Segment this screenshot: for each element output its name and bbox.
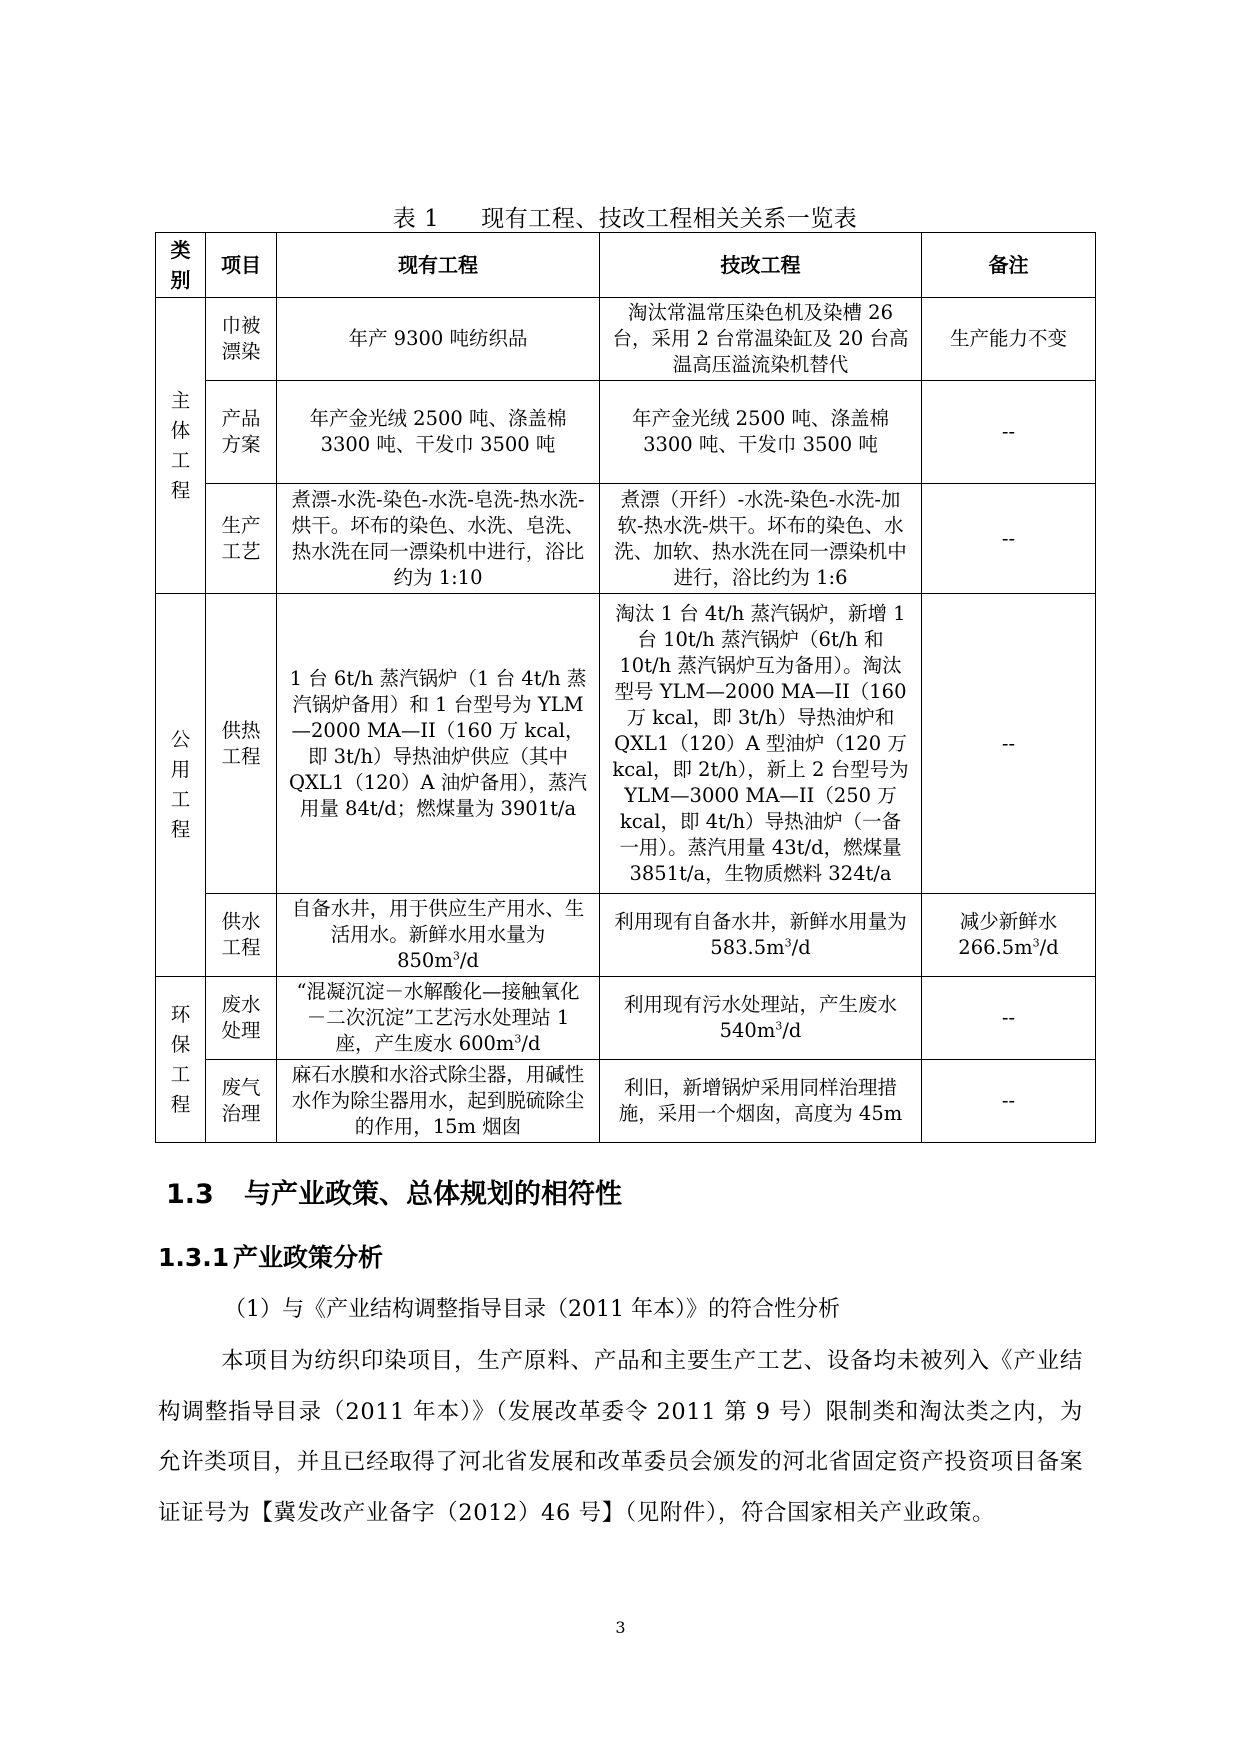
header-category: 类别 (156, 233, 206, 298)
row-note: -- (922, 1060, 1096, 1143)
table-row (156, 381, 1096, 484)
row-note: -- (922, 484, 1096, 594)
table-row (156, 594, 1096, 894)
row-note: 生产能力不变 (922, 298, 1096, 381)
subsection-title: 产业政策分析 (233, 1243, 384, 1272)
section-heading (166, 1172, 622, 1211)
row-upgrade: 利用现有自备水井，新鲜水用量为 $583.5m^3/d$ (600, 894, 922, 977)
row-existing: 年产金光绒 2500 吨、涤盖棉 3300 吨、干发巾 3500 吨 (277, 381, 600, 484)
row-upgrade: 煮漂（开纤）-水洗-染色-水洗-加软-热水洗-烘干。坏布的染色、水洗、加软、热水洗在同一漂染机中进行，浴比约为 1:6 (600, 484, 922, 594)
comparison-table (155, 232, 1096, 1143)
table-row (156, 1060, 1096, 1143)
section-title: 与产业政策、总体规划的相符性 (244, 1179, 622, 1210)
row-existing: 1 台 6t/h 蒸汽锅炉（1 台 4t/h 蒸汽锅炉备用）和 1 台型号为 YLM—2000 MA—II（160 万 kcal，即 3t/h）导热油炉供应（其中 QXL1（120）A 油炉备用），蒸汽用量 84t/d；燃煤量为 3901t/a (277, 594, 600, 894)
row-item: 废水处理 (206, 977, 277, 1060)
category-env: 环保工程 (156, 977, 206, 1143)
row-upgrade: 年产金光绒 2500 吨、涤盖棉 3300 吨、干发巾 3500 吨 (600, 381, 922, 484)
row-upgrade: 利旧，新增锅炉采用同样治理措施，采用一个烟囱，高度为 45m (600, 1060, 922, 1143)
row-item: 生产工艺 (206, 484, 277, 594)
row-existing: “混凝沉淀－水解酸化—接触氧化－二次沉淀”工艺污水处理站 1 座，产生废水 $600m^3/d$ (277, 977, 600, 1060)
category-main: 主体工程 (156, 298, 206, 594)
table-row (156, 977, 1096, 1060)
header-upgrade: 技改工程 (600, 233, 922, 298)
row-existing: 自备水井，用于供应生产用水、生活用水。新鲜水用水量为 $850m^3/d$ (277, 894, 600, 977)
table-caption (155, 200, 1095, 233)
subsection-number: 1.3.1 (158, 1243, 230, 1272)
header-item: 项目 (206, 233, 277, 298)
table-header-row (156, 233, 1096, 298)
row-existing: 麻石水膜和水浴式除尘器，用碱性水作为除尘器用水，起到脱硫除尘的作用，15m 烟囱 (277, 1060, 600, 1143)
paragraph-heading: （1）与《产业结构调整指导目录（2011 年本）》的符合性分析 (224, 1297, 840, 1322)
row-existing: 煮漂-水洗-染色-水洗-皂洗-热水洗-烘干。坏布的染色、水洗、皂洗、热水洗在同一漂染机中进行，浴比约为 1:10 (277, 484, 600, 594)
row-item: 供水工程 (206, 894, 277, 977)
row-upgrade: 淘汰常温常压染色机及染槽 26 台，采用 2 台常温染缸及 20 台高温高压溢流染机替代 (600, 298, 922, 381)
section-number: 1.3 (166, 1179, 214, 1210)
page-number: 3 (615, 1618, 626, 1637)
row-note: 减少新鲜水 $266.5m^3/d$ (922, 894, 1096, 977)
table-caption-title: 现有工程、技改工程相关关系一览表 (481, 206, 858, 232)
table-row (156, 298, 1096, 381)
subsection-heading (158, 1238, 383, 1274)
row-existing: 年产 9300 吨纺织品 (277, 298, 600, 381)
row-note: -- (922, 977, 1096, 1060)
row-note: -- (922, 594, 1096, 894)
category-public: 公用工程 (156, 594, 206, 977)
body-paragraph: 本项目为纺织印染项目，生产原料、产品和主要生产工艺、设备均未被列入《产业结构调整指导目录（2011 年本）》（发展改革委令 2011 第 9 号）限制类和淘汰类之内，为允许类项目，并且已经取得了河北省发展和改革委员会颁发的河北省固定资产投资项目备案证证号为【冀发改产业备字（2012）46 号】（见附件），符合国家相关产业政策。 (158, 1348, 1083, 1526)
row-upgrade: 利用现有污水处理站，产生废水 $540m^3/d$ (600, 977, 922, 1060)
table-row (156, 894, 1096, 977)
row-item: 巾被漂染 (206, 298, 277, 381)
header-note: 备注 (922, 233, 1096, 298)
row-note: -- (922, 381, 1096, 484)
row-item: 供热工程 (206, 594, 277, 894)
row-item: 产品方案 (206, 381, 277, 484)
row-item: 废气治理 (206, 1060, 277, 1143)
row-upgrade: 淘汰 1 台 4t/h 蒸汽锅炉，新增 1 台 10t/h 蒸汽锅炉（6t/h 和 10t/h 蒸汽锅炉互为备用）。淘汰型号 YLM—2000 MA—II（160 万 kcal，即 3t/h）导热油炉和 QXL1（120）A 型油炉（120 万 kcal，即 2t/h），新上 2 台型号为 YLM—3000 MA—II（250 万 kcal，即 4t/h）导热油炉（一备一用）。蒸汽用量 43t/d，燃煤量 3851t/a，生物质燃料 324t/a (600, 594, 922, 894)
header-existing: 现有工程 (277, 233, 600, 298)
table-caption-label: 表 1 (392, 206, 440, 232)
table-row (156, 484, 1096, 594)
